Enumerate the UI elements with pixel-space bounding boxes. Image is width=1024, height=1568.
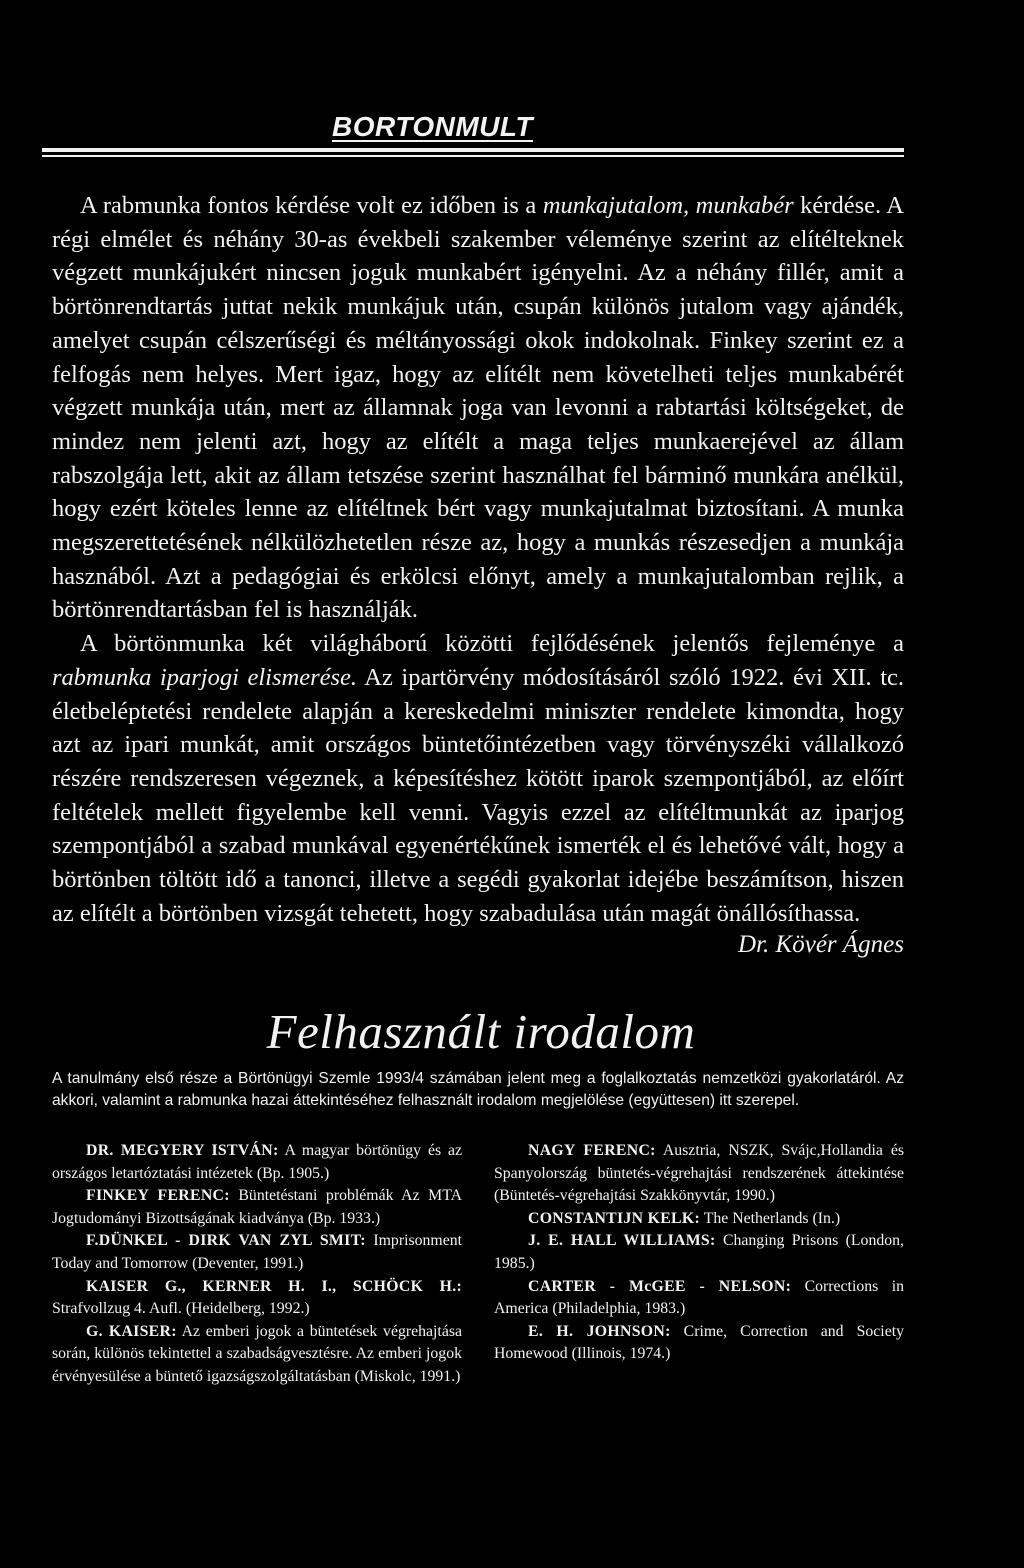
reference-column-right [494,1140,904,1366]
reference-author: FINKEY FERENC: [86,1187,230,1205]
reference-text: Imprisonment Today and Tomorrow (Deventer, 1991.) [52,1232,463,1272]
literature-intro: A tanulmány első része a Börtönügyi Szemle 1993/4 számában jelent meg a foglalkoztatás nemzetközi gyakorlatáról. Az akkori, valamint a rabmunka hazai áttekintéséhez felhasznált irodalom megjelölése (együttesen) itt szerepel. [52,1070,904,1109]
reference-author: J. E. HALL WILLIAMS: [528,1232,716,1250]
article-body [52,189,904,930]
emphasis-text: munkajutalom, munkabér [542,192,794,219]
reference-author: KAISER G., KERNER H. I., SCHÖCK H.: [86,1277,462,1295]
reference-author: CONSTANTIJN KELK: [528,1209,701,1227]
reference-entry [494,1208,904,1231]
reference-entry [52,1140,462,1185]
reference-entry [52,1230,462,1275]
page-header [42,110,904,158]
header-rule-thin [42,155,904,157]
reference-text: Changing Prisons (London, 1985.) [494,1232,904,1272]
reference-text: Corrections in America (Philadelphia, 1983.) [494,1277,905,1318]
reference-text: The Netherlands (In.) [700,1209,841,1227]
author-signature: Dr. Kövér Ágnes [738,931,904,958]
reference-entry [494,1321,904,1366]
reference-author: G. KAISER: [86,1322,177,1340]
paragraph-text: A rabmunka fontos kérdése volt ez időben is a [80,192,543,219]
reference-entry [494,1140,904,1208]
reference-entry [494,1276,904,1321]
reference-text: Büntetéstani problémák Az MTA Jogtudományi Bizottságának kiadványa (Bp. 1933.) [52,1187,462,1227]
literature-heading: Felhasznált irodalom [266,1004,696,1059]
reference-entry [52,1276,462,1321]
reference-author: DR. MEGYERY ISTVÁN: [86,1142,279,1159]
reference-entry [52,1321,462,1389]
reference-entry [52,1185,462,1230]
reference-column-left [52,1140,462,1389]
reference-text: A magyar börtönügy és az országos letartóztatási intézetek (Bp. 1905.) [52,1142,463,1182]
article-paragraph [52,627,904,930]
emphasis-text: rabmunka iparjogi elismerése. [52,663,358,691]
reference-text: Az emberi jogok a büntetések végrehajtása során, különös tekintettel a szabadságvesztésre. Az emberi jogok érvényesülése a büntető igazságszolgáltatásban (Miskolc, 1991.) [52,1322,462,1385]
reference-author: E. H. JOHNSON: [528,1322,671,1340]
paragraph-text: kérdése. A régi elmélet és néhány 30-as évekbeli szakember véleménye szerint az elítélteknek végzett munkájukért nincsen joguk munkabért igényelni. Az a néhány fillér, amit a börtönrendtartás juttat nekik munkájuk után, csupán különös jutalom vagy ajándék, amelyet csupán célszerűségi és méltányossági okok indokolnak. Finkey szerint ez a felfogás nem helyes. Mert igaz, hogy az elítélt nem követelheti teljes munkabérét végzett munkája után, mert az államnak joga van levonni a rabtartási költségeket, de mindez nem jelenti azt, hogy az elítélt a maga teljes munkaerejével az állam rabszolgája lett, akit az állam tetszése szerint használhat fel bárminő munkára anélkül, hogy ezért köteles lenne az elítéltnek bért vagy munkajutalmat biztosítani. A munka megszerettetésének nélkülözhetetlen része az, hogy a munkás részesedjen a munkája hasznából. Azt a pedagógiai és erkölcsi előnyt, amely a munkajutalomban rejlik, a börtönrendtartásban fel is használják. [52,192,904,624]
article-paragraph [52,189,904,627]
reference-entry [494,1230,904,1275]
header-rule-thick [42,148,904,152]
paragraph-text: A börtönmunka két világháború közötti fejlődésének jelentős fejleménye a [80,630,904,658]
paragraph-text: Az ipartörvény módosításáról szóló 1922. évi XII. tc. életbeléptetési rendelete alapján a kereskedelmi miniszter rendelete kimondta, hogy azt az ipari munkát, amit országos büntetőintézetben vagy törvényszéki vállalkozó részére rendszeresen végeznek, a képesítéshez kötött iparok szempontjából, az előírt feltételek mellett figyelembe kell venni. Vagyis ezzel az elítéltmunkát az iparjog szempontjából a szabad munkával egyenértékűnek ismerték el és lehetővé vált, hogy a börtönben töltött idő a tanonci, illetve a segédi gyakorlat idejébe beszámítson, hiszen az elítélt a börtönben vizsgát tehetett, hogy szabadulása után magát önállósíthassa. [52,663,905,927]
reference-author: CARTER - McGEE - NELSON: [528,1277,792,1295]
reference-author: F.DÜNKEL - DIRK VAN ZYL SMIT: [86,1232,366,1250]
reference-text: Strafvollzug 4. Aufl. (Heidelberg, 1992.) [52,1300,310,1318]
reference-text: Crime, Correction and Society Homewood (Illinois, 1974.) [494,1322,904,1363]
running-title: BORTONMULT [332,111,533,142]
reference-text: Ausztria, NSZK, Svájc,Hollandia és Spanyolország büntetés-végrehajtási rendszerének áttekintése (Büntetés-végrehajtási Szakkönyvtár, 1990.) [494,1142,904,1205]
reference-author: NAGY FERENC: [528,1142,656,1159]
